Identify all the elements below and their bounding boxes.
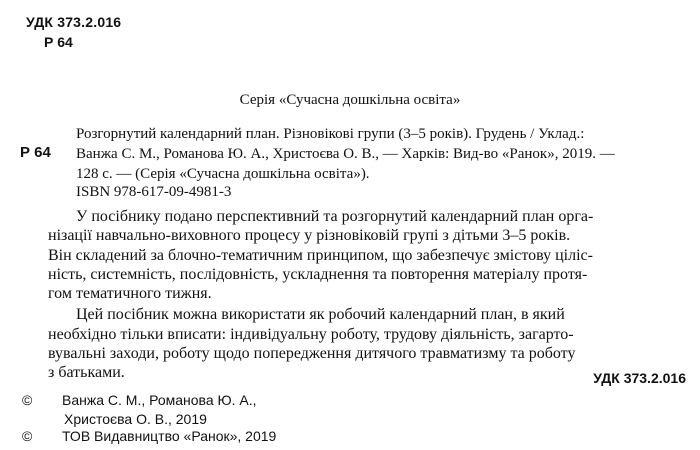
copyright-publisher (22, 428, 276, 444)
annotation-paragraph-2 (48, 305, 688, 382)
biblio-line: Ванжа С. М., Романова Ю. А., Христоєва О. В., — Харків: Вид-во «Ранок», 2019. — (76, 146, 615, 162)
copyright-authors-continued: Христоєва О. В., 2019 (64, 411, 207, 427)
annotation-line: ність, системність, послідовність, ускладнення та повторення матеріалу протя- (48, 265, 588, 283)
annotation-line: Він складений за блочно-тематичним принципом, що забезпечує змістову ціліс- (48, 246, 593, 264)
copyright-symbol: © (22, 428, 33, 444)
biblio-line: 128 с. — (Серія «Сучасна дошкільна освіта»). (76, 166, 370, 182)
copyright-authors-line: Ванжа С. М., Романова Ю. А., (62, 392, 257, 408)
annotation-line: нізації навчально-виховного процесу у різновіковій групі з дітьми 3–5 років. (48, 227, 571, 245)
author-code-left: Р 64 (20, 144, 51, 161)
annotation-line: з батьками. (48, 364, 125, 382)
annotation-line: Цей посібник можна використати як робочий календарний план, в який (76, 306, 565, 324)
copyright-symbol: © (22, 392, 33, 408)
annotation-line: вувальні заходи, роботу щодо попередження дитячого травматизму та роботу (48, 345, 576, 363)
author-code-top: Р 64 (44, 34, 73, 50)
series-title: Серія «Сучасна дошкільна освіта» (239, 92, 461, 108)
biblio-line: Розгорнутий календарний план. Різновікові групи (3–5 років). Грудень / Уклад.: (76, 126, 585, 142)
annotation-line: гом тематичного тижня. (48, 285, 212, 303)
bibliographic-description (76, 124, 686, 184)
udk-code-top: УДК 373.2.016 (26, 14, 122, 30)
copyright-authors (22, 392, 257, 408)
annotation-line: необхідно тільки вписати: індивідуальну роботу, трудову діяльність, загарто- (48, 325, 574, 343)
isbn: ISBN 978-617-09-4981-3 (76, 184, 232, 200)
udk-code-bottom: УДК 373.2.016 (593, 370, 686, 386)
copyright-publisher-line: ТОВ Видавництво «Ранок», 2019 (62, 428, 277, 444)
annotation (48, 207, 688, 383)
annotation-line: У посібнику подано перспективний та розгорнутий календарний план орга- (76, 208, 594, 225)
annotation-paragraph-1 (48, 207, 688, 303)
